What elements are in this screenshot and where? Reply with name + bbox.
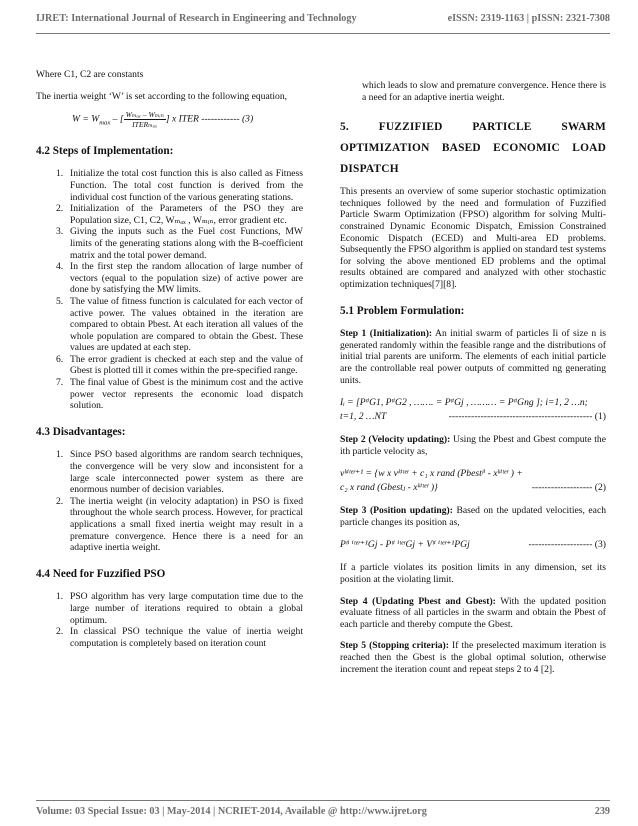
list-item <box>36 168 303 203</box>
step-1-paragraph <box>340 328 606 386</box>
equation-3 <box>72 110 303 131</box>
journal-title: IJRET: International Journal of Research in Engineering and Technology <box>36 13 357 24</box>
step-3-label: Step 3 (Position updating): <box>340 505 453 517</box>
equation-3b <box>340 538 606 552</box>
eq3b-tail: -------------------- (3) <box>528 539 606 551</box>
list-text: The inertia weight (in velocity adaptation) in PSO is fixed throughout the whole search process. However, for practical applications a small fixed inertia weight may result in a premature convergence. Hence there is a need for an adaptive inertia weight. <box>70 495 303 554</box>
left-column <box>36 69 303 649</box>
list-number: 5. <box>56 295 64 307</box>
list-number: 1. <box>56 449 64 461</box>
list-number: 3. <box>56 226 64 238</box>
equation-2 <box>340 467 606 495</box>
disadvantages-list <box>36 449 303 553</box>
section-4-4-title: 4.4 Need for Fuzzified PSO <box>36 567 166 580</box>
needs-list <box>36 591 303 649</box>
list-text: The error gradient is checked at each step and the value of Gbest is plotted till it comes within the pre-specified range. <box>70 353 303 377</box>
eq3-numerator: Wₘₐₓ – Wₘᵢₙ <box>125 110 164 120</box>
eq3-minus: – [ <box>110 113 124 125</box>
eq1-line-1: Iᵢ = [PᵗⁱG1, PᵗⁱG2 , ……. = PᵗⁱGj , ……… = PᵗⁱGng ]; i=1, 2 …n; <box>340 397 588 409</box>
page-number: 239 <box>594 806 610 817</box>
violation-paragraph: If a particle violates its position limits in any dimension, set its position at the violating limit. <box>340 562 606 586</box>
list-item <box>36 496 303 554</box>
list-item <box>36 261 303 296</box>
eq1-tail: --------------------------------------------- (1) <box>448 411 606 423</box>
step-4-paragraph <box>340 596 606 631</box>
list-text: Initialization of the Parameters of the PSO they are Population size, C1, C2, Wₘₐₓ , Wₘᵢₙ, error gradient etc. <box>70 203 303 226</box>
eq2-line-2: c₂ x rand (Gbestⱼ - xᵏⁱᵗᵉʳ )} <box>340 482 438 494</box>
list-item <box>36 226 303 261</box>
step-2-paragraph <box>340 434 606 457</box>
eq1-line-2-row <box>340 410 606 424</box>
header-rule <box>36 33 610 34</box>
eq2-tail: ------------------- (2) <box>531 482 606 494</box>
list-item <box>36 626 303 649</box>
page-footer <box>36 806 610 820</box>
step-3-paragraph <box>340 505 606 528</box>
section-4-2-title: 4.2 Steps of Implementation: <box>36 144 174 157</box>
list-number: 1. <box>56 168 64 180</box>
eq1-line-2: t=1, 2 …NT <box>340 411 387 423</box>
footer-volume: Volume: 03 Special Issue: 03 | May-2014 | NCRIET-2014, Available @ http://www.ijret.org <box>36 806 427 817</box>
list-item <box>36 203 303 226</box>
step-4-text: With the updated position evaluate fitness of all particles in the swarm and obtain the Pbest of each particle and thereby compute the Gbest. <box>340 595 606 630</box>
right-column <box>340 80 606 675</box>
list-item <box>36 354 303 377</box>
section-5-body: This presents an overview of some superior stochastic optimization techniques followed by the need and formulation of Fuzzified Particle Swarm Optimization (FPSO) algorithm for solving Multi-constrained Dynamic Economic Dispatch, Emission Constrained Economic Dispatch (ECED) and Multi-area ED problems. Subsequently the FPSO algorithm is applied on standard test systems for solving the above mentioned ED problems and the optimal results obtained are compared and analyzed with other stochastic optimization techniques[7][8]. <box>340 186 606 290</box>
eq2-line-1: vᵏⁱᵗᵉʳ⁺¹ = {w x vᵏⁱᵗᵉʳ + c₁ x rand (Pbestʲⁱ - xᵏⁱᵗᵉʳ ) + <box>340 468 523 480</box>
step-1-text: An initial swarm of particles Ii of size n is generated randomly within the feasible range and the distributions of initial trial parents are uniform. The elements of each initial particle are the controllable real power outputs of committed ng generating units. <box>340 328 607 386</box>
eq3-max-sub: max <box>99 119 111 127</box>
section-5-title: 5. FUZZIFIED PARTICLE SWARM OPTIMIZATION BASED ECONOMIC LOAD DISPATCH <box>340 121 606 176</box>
step-2-text: Using the Pbest and Gbest compute the ith particle velocity as, <box>340 434 606 457</box>
section-4-3-title: 4.3 Disadvantages: <box>36 425 126 438</box>
constants-line: Where C1, C2 are constants <box>36 69 144 80</box>
inertia-intro: The inertia weight ‘W’ is set according to the following equation, <box>36 90 288 102</box>
list-number: 2. <box>56 626 64 638</box>
step-5-text: If the preselected maximum iteration is reached then the Gbest is the global optimal solution, otherwise increment the iteration count and repeat steps 2 to 4 [2]. <box>340 640 606 675</box>
step-2-label: Step 2 (Velocity updating): <box>340 434 451 446</box>
list-number: 6. <box>56 353 64 365</box>
step-5-paragraph <box>340 640 606 675</box>
section-5-1-title: 5.1 Problem Formulation: <box>340 304 465 317</box>
eq3-lhs: W = W <box>72 113 100 125</box>
list-text: The final value of Gbest is the minimum cost and the active power vector represents the economic load dispatch solution. <box>70 377 303 412</box>
eq3-fraction <box>124 110 166 129</box>
step-5-label: Step 5 (Stopping criteria): <box>340 640 449 652</box>
list-text: PSO algorithm has very large computation time due to the large number of iterations required to obtain a global optimum. <box>70 591 303 626</box>
list-text: Initialize the total cost function this is also called as Fitness Function. The total cost function is derived from the individual cost function of the various generating stations. <box>70 168 303 203</box>
eq2-line-2-row <box>340 481 606 495</box>
list-item <box>36 591 303 626</box>
step-4-label: Step 4 (Updating Pbest and Gbest): <box>340 595 496 607</box>
list-number: 1. <box>56 591 64 603</box>
list-text: In classical PSO technique the value of inertia weight computation is completely based on iteration count <box>70 626 303 649</box>
steps-list <box>36 168 303 411</box>
carry-over-text: which leads to slow and premature convergence. Hence there is a need for an adaptive inertia weight. <box>362 80 606 103</box>
step-1-label: Step 1 (Initialization): <box>340 328 433 340</box>
list-number: 7. <box>56 377 64 389</box>
list-number: 4. <box>56 261 64 273</box>
page-header <box>36 13 610 29</box>
eq3-tail: ] x ITER ------------ (3) <box>165 113 254 125</box>
list-number: 2. <box>56 203 64 215</box>
list-item <box>36 296 303 354</box>
list-text: The value of fitness function is calculated for each vector of active power. The values obtained in the iteration are compared to obtain Pbest. At each iteration all values of the whole population are compared to obtain the Gbest. These values are updated at each step. <box>70 295 303 354</box>
footer-rule <box>36 800 610 801</box>
issn: eISSN: 2319-1163 | pISSN: 2321-7308 <box>447 13 610 24</box>
step-3-text: Based on the updated velocities, each particle changes its position as, <box>340 505 606 528</box>
list-text: Giving the inputs such as the Fuel cost Functions, MW limits of the generating stations along with the B-coefficient matrix and the total power demand. <box>70 226 303 261</box>
list-text: In the first step the random allocation of large number of vectors (equal to the population size) of active power are done by satisfying the MW limits. <box>70 261 303 296</box>
list-item <box>36 377 303 412</box>
list-item <box>36 449 303 495</box>
eq3-denominator: ITERₘₐₓ <box>132 120 158 130</box>
list-number: 2. <box>56 495 64 507</box>
list-text: Since PSO based algorithms are random search techniques, the convergence will be very slow and inconsistent for a large scale interconnected power system as there are enormous number of decision variables. <box>70 449 303 496</box>
eq3b-line: Pᵗⁱ ⁱᵗᵉʳ⁺¹Gj - Pᵗⁱ ⁱᵗᵉʳGj + Vᵗⁱ ⁱᵗᵉʳ⁺¹PGj <box>340 539 470 551</box>
equation-1 <box>340 396 606 424</box>
